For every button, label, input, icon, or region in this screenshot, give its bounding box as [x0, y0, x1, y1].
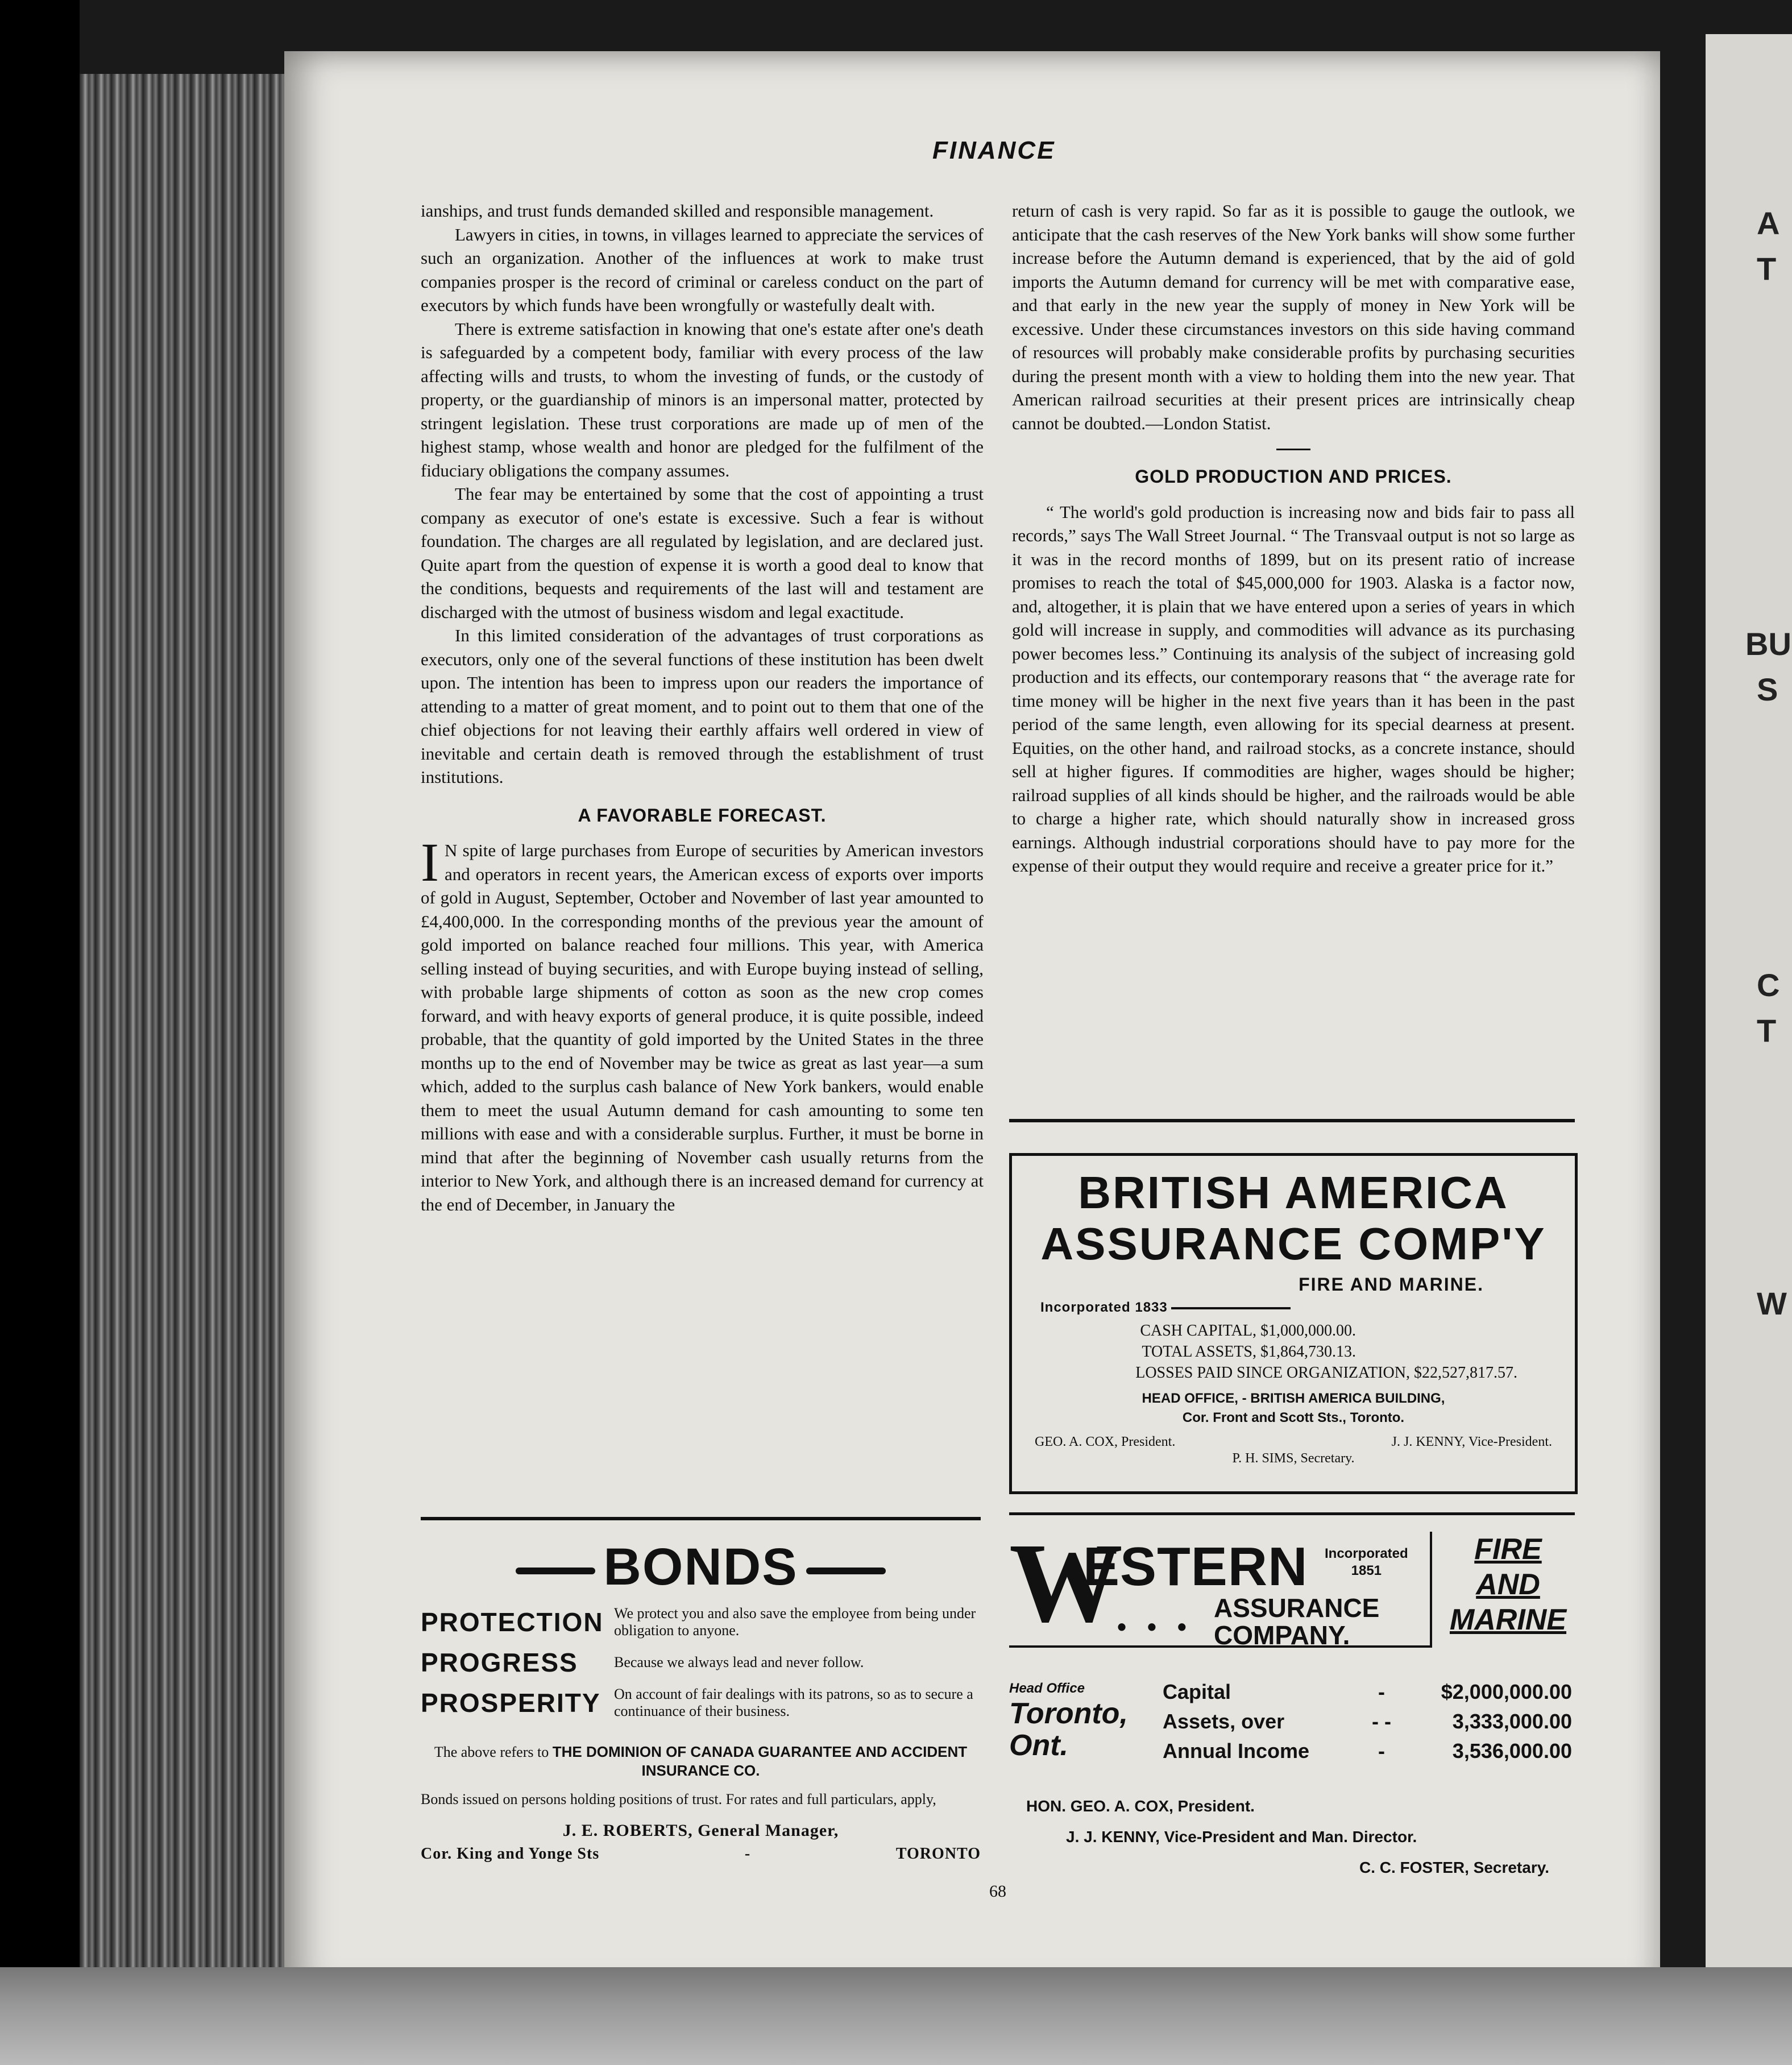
ad-rule	[1009, 1119, 1575, 1122]
company-subtitle: FIRE AND MARINE.	[1299, 1274, 1484, 1295]
bonds-advertisement	[421, 1517, 981, 1863]
adjacent-fragment: A	[1757, 205, 1780, 241]
paragraph: ianships, and trust funds demanded skilled and responsible management.	[421, 201, 934, 221]
western-logo	[1009, 1520, 1432, 1650]
bonds-title: BONDS	[421, 1537, 981, 1597]
secretary: P. H. SIMS, Secretary.	[1232, 1451, 1355, 1466]
paragraph: The fear may be entertained by some that the cost of appointing a trust company as executor of one's estate is excessive. Such a fear is without foundation. The charges are all regulated by legislation, and are declared just. Quite apart from the question of expense it is worth a good deal to know that the conditions, bequests and requirements of the last will and testament are discharged with the utmost of business wisdom and legal exactitude.	[421, 484, 984, 622]
bonds-desc: Because we always lead and never follow.	[614, 1654, 864, 1670]
scan-shadow	[0, 1967, 1792, 2065]
adjacent-fragment: C	[1757, 967, 1780, 1003]
officers: GEO. A. COX, President. J. J. KENNY, Vice-President.	[1035, 1434, 1552, 1449]
bonds-word: PROSPERITY	[421, 1688, 601, 1718]
officers: HON. GEO. A. COX, President. J. J. KENNY, Vice-President and Man. Director. C. C. FOSTER, Secretary.	[1026, 1797, 1549, 1876]
gold-text: “ The world's gold production is increasing now and bids fair to pass all records,” says The Wall Street Journal. “ The Transvaal output is not so large as it was in the record months of 1899, but on its present ratio of increase promises to reach the total of $45,000,000 for 1903. Alaska is a factor now, and, altogether, it is plain that we have entered upon a series of years in which gold will increase in supply, and commodities will advance as its purchasing power becomes less.” Continuing its analysis of the subject of increasing gold production and its effects, our contemporary reasons that “ the average rate for time money will be higher in the next five years than it has been in the past period of the same length, even allowing for its special dearness at present. Equities, on the other hand, and railroad stocks, as a concrete instance, should sell at higher figures. If commodities are higher, wages should be higher; railroad supplies of all kinds should be higher, and the railroads would be able to charge a higher rate, which should naturally show in increased gross earnings. Although industrial corporations should have to pay more for the expense of their output they would require and receive a greater price for it.”	[1012, 501, 1575, 876]
right-column	[1012, 199, 1575, 878]
book-binding	[0, 0, 80, 2065]
bonds-desc: We protect you and also save the employee from being under obligation to anyone.	[614, 1605, 976, 1639]
adjacent-fragment: BU	[1745, 626, 1791, 662]
head-office: HEAD OFFICE, - BRITISH AMERICA BUILDING, Cor. Front and Scott Sts., Toronto.	[1142, 1391, 1445, 1425]
financial-figures: Capital - $2,000,000.00 Assets, over - - 3,333,000.00 Annual Income - 3,536,000.00	[1163, 1680, 1572, 1763]
section-divider	[1276, 449, 1310, 450]
paragraph: Lawyers in cities, in towns, in villages learned to appreciate the services of such an organization. Another of the influences at work to make trust companies prosper is the record of criminal or careless conduct on the part of executors by which funds have been wrongfully or wastefully dealt with.	[421, 224, 984, 315]
financial-figures: CASH CAPITAL, $1,000,000.00. TOTAL ASSETS, $1,864,730.13. LOSSES PAID SINCE ORGANIZATION, $22,527,817.57.	[1135, 1322, 1517, 1382]
paragraph: In this limited consideration of the advantages of trust corporations as executors, only one of the several functions of these institution has been dwelt upon. The intention has been to impress upon our readers the importance of attending to a matter of great moment, and to point out to them that one of the chief objections for not leaving their earthly affairs well ordered in view of inevitable and certain death is removed through the establishment of trust institutions.	[421, 625, 984, 787]
page-number: 68	[989, 1882, 1006, 1901]
company-name: BRITISH AMERICA ASSURANCE COMP'Y	[1040, 1167, 1546, 1269]
bonds-word: PROTECTION	[421, 1607, 604, 1637]
bonds-address: Cor. King and Yonge Sts - TORONTO	[421, 1845, 981, 1863]
adjacent-fragment: S	[1757, 671, 1778, 707]
adjacent-fragment: W	[1757, 1286, 1787, 1321]
bonds-row	[421, 1647, 981, 1678]
fire-and-marine: FIRE AND MARINE	[1449, 1533, 1567, 1636]
incorporated-line: Incorporated 1833	[1040, 1300, 1575, 1316]
forecast-headline: A FAVORABLE FORECAST.	[578, 805, 827, 826]
drop-cap: I	[421, 832, 439, 893]
bonds-desc: On account of fair dealings with its patrons, so as to secure a continuance of their business.	[614, 1686, 973, 1719]
bonds-reference: The above refers to THE DOMINION OF CANADA GUARANTEE AND ACCIDENT INSURANCE CO.	[434, 1743, 968, 1779]
book-spine-edge	[80, 74, 296, 1984]
western-assurance-advertisement	[1009, 1512, 1575, 1893]
paragraph: There is extreme satisfaction in knowing that one's estate after one's death is safeguarded by a competent body, familiar with every process of the law affecting wills and trusts, to whom the investing of funds, or the custody of property, or the guardianship of minors is an impersonal matter, protected by stringent legislation. These trust corporations are made up of men of the highest stamp, whose wealth and honor are pledged for the fulfilment of the fiduciary obligations the company assumes.	[421, 318, 984, 480]
bonds-manager: J. E. ROBERTS, General Manager,	[562, 1821, 839, 1840]
bonds-word: PROGRESS	[421, 1648, 578, 1677]
assurance-company: ASSURANCE COMPANY.	[1214, 1593, 1380, 1650]
adjacent-fragment: T	[1757, 251, 1777, 287]
incorporated-label: Incorporated 1851	[1325, 1546, 1408, 1578]
forecast-text: N spite of large purchases from Europe of securities by American investors and operators in recent years, the American excess of exports over imports of gold in August, September, October and November of last year amounted to £4,400,000. In the corresponding months of the previous year the amount of gold imported on balance reached four millions. This year, with America selling instead of buying securities, and with Europe buying instead of selling, with probable large shipments of cotton as soon as the new crop comes forward, and with heavy exports of general produce, it is quite possible, indeed probable, that the quantity of gold imported by the United States in the three months up to the end of November may be twice as great as last year—a sum which, added to the surplus cash balance of New York bankers, would enable them to meet the usual Autumn demand for cash amounting to some ten millions with ease and with a considerable surplus. Further, it must be borne in mind that after the beginning of November cash usually returns from the interior to New York, and although there is an increased demand for currency at the end of December, in January the	[421, 840, 984, 1214]
ad-rule	[421, 1517, 981, 1520]
bonds-row	[421, 1605, 981, 1639]
logo-dots: • • •	[1117, 1612, 1193, 1641]
forecast-paragraph	[421, 832, 984, 1216]
bonds-note: Bonds issued on persons holding positions of trust. For rates and full particulars, apply,	[421, 1791, 936, 1807]
adjacent-page	[1706, 34, 1792, 2024]
paragraph: return of cash is very rapid. So far as it is possible to gauge the outlook, we anticipate that the cash reserves of the New York banks will show some further increase before the Autumn demand is experienced, that by the aid of gold imports the Autumn demand for currency will be met with comparative ease, and that early in the new year the supply of money in New York will be excessive. Under these circumstances investors on this side having command of resources will probably make considerable profits by purchasing securities during the present month with a view to holding them into the new year. That American railroad securities at their present prices are intrinsically cheap cannot be doubted.—London Statist.	[1012, 201, 1575, 433]
logo-estern: ESTERN	[1083, 1536, 1308, 1597]
bonds-row	[421, 1686, 981, 1720]
gold-headline: GOLD PRODUCTION AND PRICES.	[1135, 466, 1452, 487]
adjacent-fragment: T	[1757, 1013, 1777, 1048]
logo-letter-w: W	[1009, 1520, 1123, 1646]
left-column	[421, 199, 984, 1216]
british-america-advertisement	[1009, 1153, 1578, 1494]
ad-rule	[1009, 1512, 1575, 1515]
head-office-label: Head Office	[1009, 1681, 1085, 1696]
head-office-city: Toronto, Ont.	[1009, 1697, 1128, 1762]
running-head: FINANCE	[932, 136, 1056, 164]
